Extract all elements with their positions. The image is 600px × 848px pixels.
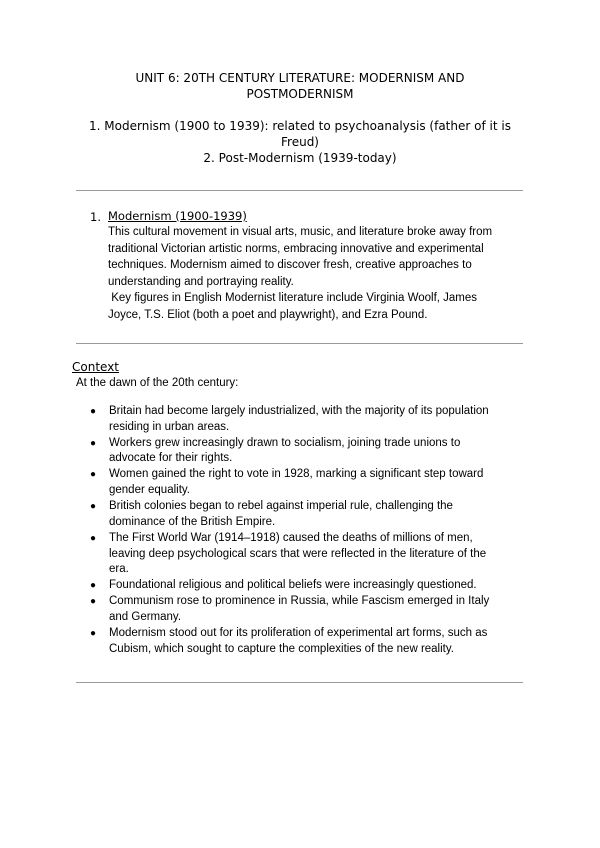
bullet-icon: ● (90, 437, 97, 449)
bullet-line: leaving deep psychological scars that were reflected in the literature of the (109, 547, 487, 560)
bullet-line: Foundational religious and political beliefs were increasingly questioned. (109, 579, 477, 592)
bullet-icon: ● (90, 406, 97, 417)
bullet-line: dominance of the British Empire. (109, 515, 276, 528)
modernism-line-5: Key figures in English Modernist literature include Virginia Woolf, James (108, 292, 478, 305)
outline-item-1-line-1: 1. Modernism (1900 to 1939): related to psychoanalysis (father of it is (89, 119, 511, 133)
bullet-line: advocate for their rights. (109, 452, 233, 465)
bullet-line: Britain had become largely industrialized, with the majority of its population (109, 405, 489, 417)
modernism-line-6: Joyce, T.S. Eliot (both a poet and playwright), and Ezra Pound. (108, 309, 428, 321)
bullet-line: British colonies began to rebel against imperial rule, challenging the (109, 500, 453, 513)
bullet-icon: ● (90, 501, 97, 513)
bullet-line: gender equality. (109, 484, 190, 497)
context-bullet-list (90, 404, 522, 658)
list-item (90, 404, 522, 436)
context-intro: At the dawn of the 20th century: (76, 377, 239, 389)
list-item (90, 531, 522, 578)
bullet-icon: ● (90, 596, 97, 608)
divider-1 (76, 190, 523, 191)
modernism-line-1: This cultural movement in visual arts, music, and literature broke away from (108, 226, 493, 238)
context-heading: Context (72, 360, 120, 374)
list-item (90, 499, 522, 531)
bullet-line: Modernism stood out for its proliferation of experimental art forms, such as (109, 626, 488, 639)
document-title-line-2: POSTMODERNISM (246, 87, 354, 101)
list-item (90, 626, 522, 658)
modernism-line-4: understanding and portraying reality. (108, 275, 294, 288)
bullet-line: era. (109, 563, 129, 576)
divider-3 (76, 682, 523, 683)
modernism-line-2: traditional Victorian artistic norms, embracing innovative and experimental (108, 242, 484, 255)
list-item (90, 436, 522, 468)
bullet-line: Workers grew increasingly drawn to socialism, joining trade unions to (109, 436, 461, 449)
bullet-line: The First World War (1914–1918) caused the deaths of millions of men, (109, 531, 473, 544)
modernism-heading: Modernism (1900-1939) (108, 209, 247, 223)
outline-item-1-line-2: Freud) (281, 135, 319, 149)
divider-2 (76, 343, 523, 344)
document-title-line-1: UNIT 6: 20TH CENTURY LITERATURE: MODERNISM AND (135, 71, 465, 85)
bullet-line: and Germany. (109, 610, 182, 623)
outline-item-2: 2. Post-Modernism (1939-today) (203, 151, 397, 165)
modernism-line-3: techniques. Modernism aimed to discover fresh, creative approaches to (108, 259, 472, 272)
bullet-line: Cubism, which sought to capture the complexities of the new reality. (109, 642, 454, 655)
section-number: 1. (90, 210, 101, 224)
bullet-icon: ● (90, 469, 97, 481)
list-item (90, 594, 522, 626)
bullet-line: residing in urban areas. (109, 420, 230, 433)
list-item (90, 467, 522, 499)
list-item (90, 578, 522, 594)
bullet-icon: ● (90, 532, 97, 544)
bullet-icon: ● (90, 627, 97, 639)
bullet-line: Communism rose to prominence in Russia, while Fascism emerged in Italy (109, 595, 490, 608)
bullet-line: Women gained the right to vote in 1928, marking a significant step toward (109, 468, 484, 481)
bullet-icon: ● (90, 580, 97, 592)
